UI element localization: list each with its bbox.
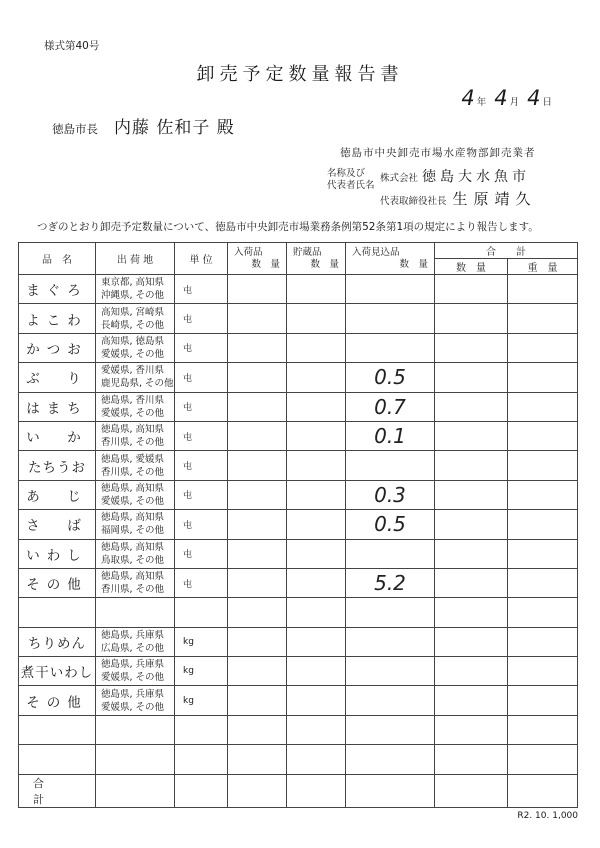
item-name — [19, 715, 96, 744]
arrival-qty-cell — [228, 333, 287, 362]
arrival-qty-cell — [228, 304, 287, 333]
storage-qty-cell — [287, 627, 346, 656]
total-qty-cell — [435, 510, 508, 539]
date-month-label: 月 — [509, 97, 520, 108]
origin-cell — [96, 568, 175, 597]
total-qty-cell — [435, 451, 508, 480]
origin-line-1: 徳島県, 兵庫県 — [101, 688, 165, 700]
origin-line-2: 福岡県, その他 — [101, 525, 165, 537]
origin-line-2: 沖縄県, その他 — [101, 290, 165, 302]
table-row — [19, 363, 578, 392]
total-weight-cell — [508, 392, 578, 421]
form-number: 様式第40号 — [44, 40, 100, 52]
origin-line-1: 東京都, 高知県 — [101, 277, 165, 289]
storage-qty-cell — [287, 451, 346, 480]
table-row — [19, 333, 578, 362]
origin-cell — [96, 480, 175, 509]
expected-qty-cell — [346, 598, 435, 627]
origin-cell — [96, 510, 175, 539]
header-expected-top: 入荷見込品 — [352, 246, 400, 258]
expected-qty-cell — [346, 451, 435, 480]
sender-company — [380, 166, 530, 186]
item-name: まぐろ — [19, 275, 96, 304]
item-name: ぶ り — [19, 363, 96, 392]
storage-qty-cell — [287, 363, 346, 392]
table-row — [19, 510, 578, 539]
total-qty-cell — [435, 568, 508, 597]
storage-qty-cell — [287, 745, 346, 774]
total-arrival-cell — [228, 774, 287, 807]
sender-label — [327, 168, 375, 192]
arrival-qty-cell — [228, 510, 287, 539]
origin-line-2: 愛媛県, その他 — [101, 407, 165, 419]
total-weight-cell — [508, 686, 578, 715]
expected-qty-cell — [346, 539, 435, 568]
origin-line-2: 鹿児島県, その他 — [101, 378, 174, 390]
expected-qty-cell: 0.5 — [346, 510, 435, 539]
header-total: 合 計 — [435, 243, 578, 259]
origin-line-2: 香川県, その他 — [101, 437, 165, 449]
unit-cell: 屯 — [175, 275, 228, 304]
table-row — [19, 421, 578, 450]
origin-line-2: 香川県, その他 — [101, 584, 165, 596]
item-name: あ じ — [19, 480, 96, 509]
unit-cell: kg — [175, 686, 228, 715]
table-row — [19, 392, 578, 421]
arrival-qty-cell — [228, 568, 287, 597]
unit-cell: kg — [175, 657, 228, 686]
table-row — [19, 686, 578, 715]
total-unit-cell — [175, 774, 228, 807]
item-name: ちりめん — [19, 627, 96, 656]
origin-line-1: 徳島県, 兵庫県 — [101, 629, 165, 641]
header-unit: 単 位 — [175, 243, 228, 275]
table-row — [19, 539, 578, 568]
origin-line-1: 徳島県, 高知県 — [101, 482, 165, 494]
expected-qty-cell — [346, 686, 435, 715]
total-qty-cell — [435, 333, 508, 362]
origin-cell — [96, 451, 175, 480]
origin-cell — [96, 686, 175, 715]
total-qty-cell — [435, 745, 508, 774]
expected-qty-cell — [346, 304, 435, 333]
origin-cell — [96, 598, 175, 627]
total-label: 合 計 — [19, 774, 96, 807]
expected-qty-cell — [346, 275, 435, 304]
item-name: その他 — [19, 568, 96, 597]
rep-title: 代表取締役社長 — [380, 196, 447, 207]
item-name: その他 — [19, 686, 96, 715]
report-date — [461, 86, 560, 110]
arrival-qty-cell — [228, 657, 287, 686]
total-weight-cell — [508, 745, 578, 774]
total-weight-cell — [508, 480, 578, 509]
total-qty-cell — [435, 304, 508, 333]
total-qty-cell — [435, 421, 508, 450]
unit-cell — [175, 745, 228, 774]
storage-qty-cell — [287, 333, 346, 362]
arrival-qty-cell — [228, 480, 287, 509]
unit-cell — [175, 598, 228, 627]
total-qty-cell — [435, 392, 508, 421]
origin-cell — [96, 333, 175, 362]
total-qty-cell — [435, 363, 508, 392]
expected-qty-cell — [346, 745, 435, 774]
total-weight-cell — [508, 275, 578, 304]
header-storage-bottom: 数 量 — [310, 258, 339, 270]
sender-label-line2: 代表者氏名 — [327, 180, 375, 191]
total-qty-cell — [435, 275, 508, 304]
footer-print-code: R2. 10. 1,000 — [517, 811, 578, 821]
arrival-qty-cell — [228, 451, 287, 480]
total-qty-cell — [435, 480, 508, 509]
addressee — [52, 113, 235, 138]
document-title: 卸売予定数量報告書 — [196, 64, 404, 85]
storage-qty-cell — [287, 598, 346, 627]
item-name: い か — [19, 421, 96, 450]
unit-cell: 屯 — [175, 333, 228, 362]
origin-cell — [96, 657, 175, 686]
total-weight-cell — [508, 598, 578, 627]
item-name: たちうお — [19, 451, 96, 480]
expected-qty-cell — [346, 333, 435, 362]
unit-cell: 屯 — [175, 510, 228, 539]
item-name: かつお — [19, 333, 96, 362]
sender-market: 徳島市中央卸売市場水産物部卸売業者 — [340, 147, 536, 159]
total-qty-cell — [435, 627, 508, 656]
header-expected — [346, 243, 435, 275]
date-day-label: 日 — [542, 97, 552, 108]
storage-qty-cell — [287, 715, 346, 744]
arrival-qty-cell — [228, 421, 287, 450]
origin-cell — [96, 715, 175, 744]
storage-qty-cell — [287, 686, 346, 715]
item-name: 煮干いわし — [19, 657, 96, 686]
origin-cell — [96, 275, 175, 304]
arrival-qty-cell — [228, 363, 287, 392]
arrival-qty-cell — [228, 627, 287, 656]
date-day: 4 — [527, 86, 541, 110]
unit-cell: 屯 — [175, 568, 228, 597]
unit-cell: 屯 — [175, 392, 228, 421]
date-year-label: 年 — [476, 97, 487, 108]
table-row — [19, 627, 578, 656]
origin-cell — [96, 539, 175, 568]
table-row — [19, 657, 578, 686]
arrival-qty-cell — [228, 598, 287, 627]
origin-line-1: 徳島県, 愛媛県 — [101, 453, 165, 465]
origin-cell — [96, 745, 175, 774]
origin-line-2: 香川県, その他 — [101, 466, 165, 478]
origin-line-2: 長崎県, その他 — [101, 319, 165, 331]
expected-qty-cell: 0.7 — [346, 392, 435, 421]
origin-line-1: 徳島県, 高知県 — [101, 571, 165, 583]
total-weight-cell — [508, 363, 578, 392]
expected-qty-cell — [346, 715, 435, 744]
sender-label-line1: 名称及び — [327, 168, 366, 179]
header-origin: 出 荷 地 — [96, 243, 175, 275]
item-name: さ ば — [19, 510, 96, 539]
unit-cell — [175, 715, 228, 744]
sender-representative — [380, 188, 537, 209]
header-expected-bottom: 数 量 — [399, 258, 428, 270]
total-qty-cell — [435, 686, 508, 715]
storage-qty-cell — [287, 392, 346, 421]
table-row — [19, 568, 578, 597]
total-weight-cell — [508, 304, 578, 333]
table-row — [19, 715, 578, 744]
origin-line-1: 徳島県, 香川県 — [101, 394, 165, 406]
total-weight-cell — [508, 539, 578, 568]
header-storage — [287, 243, 346, 275]
origin-cell — [96, 392, 175, 421]
date-year: 4 — [461, 86, 475, 110]
origin-line-1: 徳島県, 高知県 — [101, 541, 165, 553]
addressee-title: 徳島市長 — [52, 122, 98, 136]
origin-line-1: 徳島県, 高知県 — [101, 424, 165, 436]
origin-cell — [96, 421, 175, 450]
unit-cell: 屯 — [175, 480, 228, 509]
storage-qty-cell — [287, 275, 346, 304]
origin-line-1: 愛媛県, 香川県 — [101, 365, 165, 377]
total-qty-cell — [435, 598, 508, 627]
origin-line-2: 愛媛県, その他 — [101, 495, 165, 507]
table-row — [19, 745, 578, 774]
origin-cell — [96, 304, 175, 333]
unit-cell: 屯 — [175, 421, 228, 450]
company-type: 株式会社 — [380, 173, 419, 184]
statement: つぎのとおり卸売予定数量について、徳島市中央卸売市場業務条例第52条第1項の規定により報告します。 — [37, 221, 539, 233]
origin-line-1: 高知県, 宮崎県 — [101, 306, 165, 318]
expected-qty-cell: 0.5 — [346, 363, 435, 392]
expected-qty-cell — [346, 657, 435, 686]
addressee-name: 内藤 佐和子 殿 — [114, 118, 235, 138]
origin-line-1: 高知県, 徳島県 — [101, 335, 165, 347]
company-name: 徳島大水魚市 — [422, 169, 531, 185]
table-row — [19, 275, 578, 304]
arrival-qty-cell — [228, 275, 287, 304]
origin-line-2: 愛媛県, その他 — [101, 348, 165, 360]
table-row — [19, 480, 578, 509]
total-weight-cell — [508, 715, 578, 744]
total-qty-cell — [435, 539, 508, 568]
item-name: はまち — [19, 392, 96, 421]
total-expected-cell — [346, 774, 435, 807]
unit-cell: 屯 — [175, 363, 228, 392]
storage-qty-cell — [287, 304, 346, 333]
item-name: いわし — [19, 539, 96, 568]
total-weight-cell — [508, 774, 578, 807]
storage-qty-cell — [287, 421, 346, 450]
item-name — [19, 745, 96, 774]
arrival-qty-cell — [228, 715, 287, 744]
arrival-qty-cell — [228, 745, 287, 774]
expected-qty-cell: 5.2 — [346, 568, 435, 597]
total-weight-cell — [508, 421, 578, 450]
header-total-weight: 重 量 — [508, 259, 578, 275]
table-row — [19, 304, 578, 333]
total-weight-cell — [508, 451, 578, 480]
item-name: よこわ — [19, 304, 96, 333]
header-total-qty: 数 量 — [435, 259, 508, 275]
storage-qty-cell — [287, 657, 346, 686]
storage-qty-cell — [287, 539, 346, 568]
expected-qty-cell: 0.1 — [346, 421, 435, 450]
unit-cell: 屯 — [175, 539, 228, 568]
header-arrival — [228, 243, 287, 275]
date-month: 4 — [494, 86, 508, 110]
origin-cell — [96, 627, 175, 656]
arrival-qty-cell — [228, 686, 287, 715]
unit-cell: 屯 — [175, 451, 228, 480]
total-qty-cell — [435, 715, 508, 744]
table-row — [19, 451, 578, 480]
total-qty-cell — [435, 774, 508, 807]
unit-cell: 屯 — [175, 304, 228, 333]
arrival-qty-cell — [228, 539, 287, 568]
origin-line-2: 愛媛県, その他 — [101, 672, 165, 684]
total-weight-cell — [508, 333, 578, 362]
origin-line-2: 広島県, その他 — [101, 642, 165, 654]
origin-line-1: 徳島県, 兵庫県 — [101, 659, 165, 671]
rep-name: 生原靖久 — [452, 190, 537, 208]
item-name — [19, 598, 96, 627]
total-storage-cell — [287, 774, 346, 807]
storage-qty-cell — [287, 510, 346, 539]
expected-qty-cell — [346, 627, 435, 656]
storage-qty-cell — [287, 480, 346, 509]
expected-qty-cell: 0.3 — [346, 480, 435, 509]
total-qty-cell — [435, 657, 508, 686]
origin-cell — [96, 363, 175, 392]
arrival-qty-cell — [228, 392, 287, 421]
storage-qty-cell — [287, 568, 346, 597]
header-storage-top: 貯蔵品 — [293, 246, 322, 258]
origin-line-2: 愛媛県, その他 — [101, 701, 165, 713]
header-arrival-top: 入荷品 — [234, 246, 263, 258]
total-weight-cell — [508, 657, 578, 686]
header-item: 品 名 — [19, 243, 96, 275]
origin-line-1: 徳島県, 高知県 — [101, 512, 165, 524]
total-weight-cell — [508, 568, 578, 597]
quantity-table — [18, 242, 578, 808]
total-weight-cell — [508, 510, 578, 539]
header-arrival-bottom: 数 量 — [251, 258, 280, 270]
origin-line-2: 鳥取県, その他 — [101, 554, 165, 566]
table-row — [19, 598, 578, 627]
unit-cell: kg — [175, 627, 228, 656]
total-weight-cell — [508, 627, 578, 656]
